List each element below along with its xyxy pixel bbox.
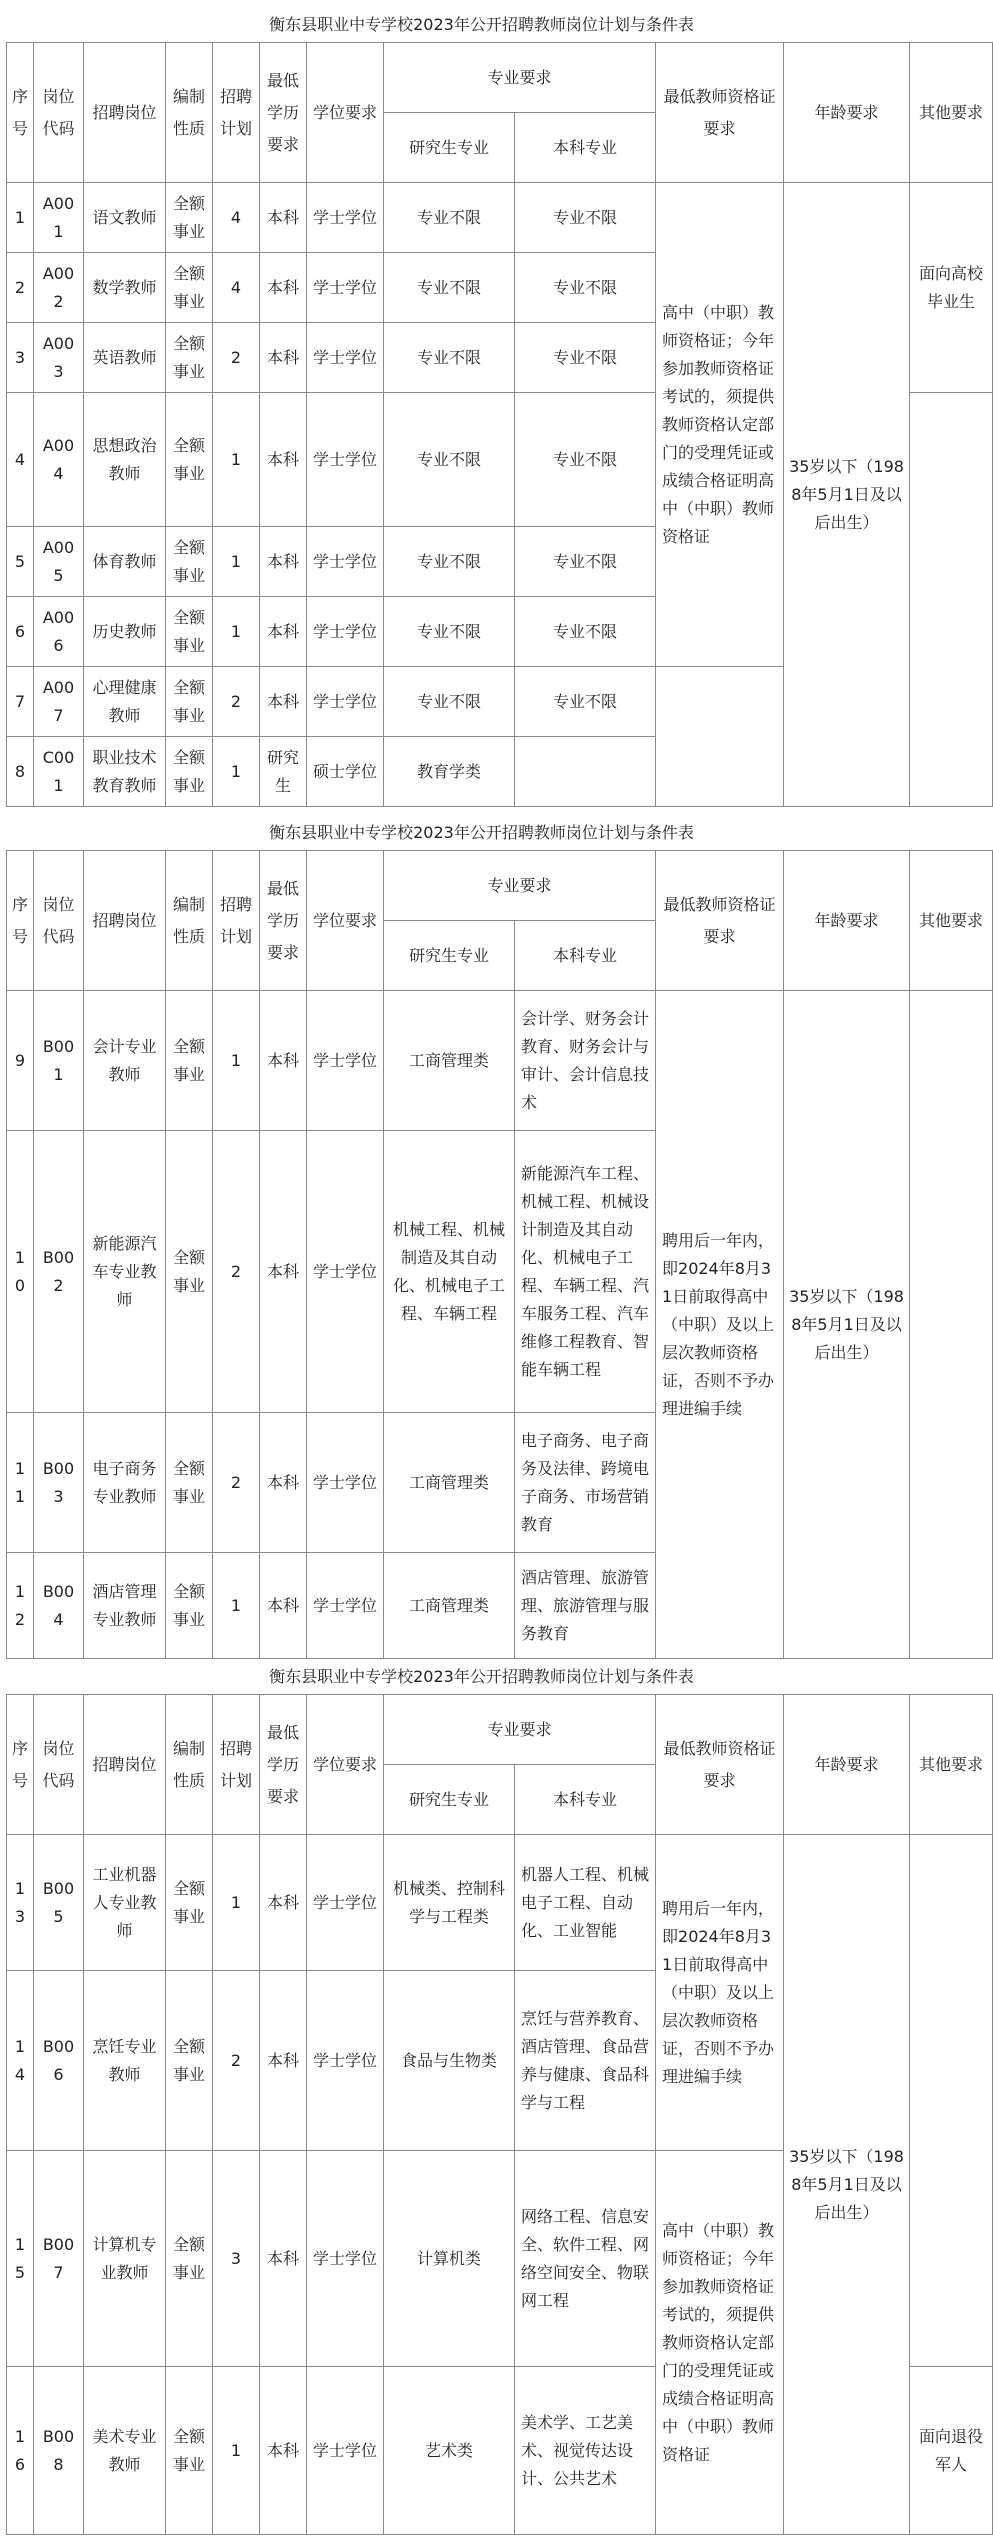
header-nature: 编制性质 <box>166 1695 213 1835</box>
cell-grad-major: 艺术类 <box>384 2367 515 2535</box>
cell-degree: 学士学位 <box>307 2367 384 2535</box>
cell-plan: 1 <box>213 737 260 807</box>
header-cert: 最低教师资格证要求 <box>656 1695 784 1835</box>
cell-degree: 学士学位 <box>307 1835 384 1971</box>
header-code: 岗位代码 <box>34 43 84 183</box>
cell-degree: 学士学位 <box>307 393 384 527</box>
cell-post: 体育教师 <box>84 527 166 597</box>
cell-code: B006 <box>34 1971 84 2151</box>
cell-plan: 1 <box>213 1835 260 1971</box>
header-cert: 最低教师资格证要求 <box>656 851 784 991</box>
header-plan: 招聘计划 <box>213 43 260 183</box>
cell-nature: 全额事业 <box>166 1553 213 1659</box>
cell-degree: 学士学位 <box>307 991 384 1131</box>
header-nature: 编制性质 <box>166 851 213 991</box>
cell-grad-major: 计算机类 <box>384 2151 515 2367</box>
cell-grad-major: 食品与生物类 <box>384 1971 515 2151</box>
header-edu: 最低学历要求 <box>260 43 307 183</box>
cell-post: 电子商务专业教师 <box>84 1413 166 1553</box>
header-grad-major: 研究生专业 <box>384 921 515 991</box>
section-title-3: 衡东县职业中专学校2023年公开招聘教师岗位计划与条件表 <box>269 1667 694 1686</box>
cell-edu: 本科 <box>260 2367 307 2535</box>
cell-other-empty <box>910 991 993 1659</box>
header-post: 招聘岗位 <box>84 1695 166 1835</box>
cell-ug-major: 烹饪与营养教育、酒店管理、食品营养与健康、食品科学与工程 <box>515 1971 656 2151</box>
header-nature: 编制性质 <box>166 43 213 183</box>
cell-edu: 本科 <box>260 1553 307 1659</box>
cell-nature: 全额事业 <box>166 597 213 667</box>
cell-nature: 全额事业 <box>166 2151 213 2367</box>
cell-plan: 2 <box>213 1131 260 1413</box>
cell-ug-major: 专业不限 <box>515 667 656 737</box>
cell-seq: 8 <box>7 737 34 807</box>
cell-edu: 本科 <box>260 1971 307 2151</box>
header-age: 年龄要求 <box>784 851 910 991</box>
cell-cert-empty <box>656 667 784 807</box>
header-seq: 序号 <box>7 1695 34 1835</box>
cell-plan: 4 <box>213 183 260 253</box>
cell-code: A001 <box>34 183 84 253</box>
cell-post: 美术专业教师 <box>84 2367 166 2535</box>
cell-ug-major: 新能源汽车工程、机械工程、机械设计制造及其自动化、机械电子工程、车辆工程、汽车服务工程、汽车维修工程教育、智能车辆工程 <box>515 1131 656 1413</box>
cell-post: 英语教师 <box>84 323 166 393</box>
header-other: 其他要求 <box>910 43 993 183</box>
cell-ug-major: 专业不限 <box>515 597 656 667</box>
cell-seq: 14 <box>7 1971 34 2151</box>
cell-code: A005 <box>34 527 84 597</box>
cell-grad-major: 教育学类 <box>384 737 515 807</box>
cell-grad-major: 专业不限 <box>384 393 515 527</box>
header-major: 专业要求 <box>384 43 656 113</box>
cell-edu: 本科 <box>260 991 307 1131</box>
cell-seq: 4 <box>7 393 34 527</box>
cell-post: 计算机专业教师 <box>84 2151 166 2367</box>
cell-edu: 本科 <box>260 253 307 323</box>
cell-post: 职业技术教育教师 <box>84 737 166 807</box>
cell-ug-major: 专业不限 <box>515 527 656 597</box>
cell-seq: 16 <box>7 2367 34 2535</box>
cell-seq: 13 <box>7 1835 34 1971</box>
cell-nature: 全额事业 <box>166 527 213 597</box>
cell-other-empty <box>910 393 993 807</box>
cell-grad-major: 专业不限 <box>384 323 515 393</box>
cell-plan: 1 <box>213 597 260 667</box>
cell-grad-major: 专业不限 <box>384 667 515 737</box>
cell-seq: 2 <box>7 253 34 323</box>
cell-ug-major: 网络工程、信息安全、软件工程、网络空间安全、物联网工程 <box>515 2151 656 2367</box>
cell-degree: 学士学位 <box>307 183 384 253</box>
header-major: 专业要求 <box>384 1695 656 1765</box>
cell-post: 心理健康教师 <box>84 667 166 737</box>
cell-plan: 3 <box>213 2151 260 2367</box>
cell-edu: 本科 <box>260 1413 307 1553</box>
cell-grad-major: 专业不限 <box>384 527 515 597</box>
section-title-2: 衡东县职业中专学校2023年公开招聘教师岗位计划与条件表 <box>269 823 694 842</box>
cell-plan: 1 <box>213 991 260 1131</box>
cell-other: 面向退役军人 <box>910 2367 993 2535</box>
job-table-3 <box>6 1694 993 2535</box>
cell-code: C001 <box>34 737 84 807</box>
cell-seq: 10 <box>7 1131 34 1413</box>
cell-degree: 学士学位 <box>307 1971 384 2151</box>
cell-ug-major: 专业不限 <box>515 253 656 323</box>
header-grad-major: 研究生专业 <box>384 113 515 183</box>
cell-ug-major: 电子商务、电子商务及法律、跨境电子商务、市场营销教育 <box>515 1413 656 1553</box>
cell-degree: 学士学位 <box>307 1553 384 1659</box>
cell-grad-major: 机械工程、机械制造及其自动化、机械电子工程、车辆工程 <box>384 1131 515 1413</box>
cell-plan: 2 <box>213 667 260 737</box>
cell-nature: 全额事业 <box>166 737 213 807</box>
cell-cert-merged: 聘用后一年内，即2024年8月31日前取得高中（中职）及以上层次教师资格证，否则不予办理进编手续 <box>656 1835 784 2151</box>
cell-nature: 全额事业 <box>166 323 213 393</box>
cell-degree: 学士学位 <box>307 1131 384 1413</box>
cell-seq: 6 <box>7 597 34 667</box>
cell-post: 会计专业教师 <box>84 991 166 1131</box>
header-seq: 序号 <box>7 851 34 991</box>
cell-code: B001 <box>34 991 84 1131</box>
cell-grad-major: 机械类、控制科学与工程类 <box>384 1835 515 1971</box>
cell-code: A006 <box>34 597 84 667</box>
cell-seq: 15 <box>7 2151 34 2367</box>
cell-ug-major: 专业不限 <box>515 393 656 527</box>
cell-cert-merged: 聘用后一年内，即2024年8月31日前取得高中（中职）及以上层次教师资格证，否则不予办理进编手续 <box>656 991 784 1659</box>
cell-post: 烹饪专业教师 <box>84 1971 166 2151</box>
cell-seq: 3 <box>7 323 34 393</box>
header-plan: 招聘计划 <box>213 851 260 991</box>
cell-age-merged: 35岁以下（1988年5月1日及以后出生） <box>784 1835 910 2535</box>
cell-degree: 学士学位 <box>307 253 384 323</box>
table-row <box>7 991 993 1131</box>
cell-code: B008 <box>34 2367 84 2535</box>
cell-plan: 1 <box>213 527 260 597</box>
cell-post: 思想政治教师 <box>84 393 166 527</box>
cell-degree: 学士学位 <box>307 1413 384 1553</box>
cell-nature: 全额事业 <box>166 2367 213 2535</box>
cell-nature: 全额事业 <box>166 1413 213 1553</box>
cell-plan: 2 <box>213 1971 260 2151</box>
cell-degree: 学士学位 <box>307 597 384 667</box>
header-post: 招聘岗位 <box>84 851 166 991</box>
cell-plan: 2 <box>213 1413 260 1553</box>
cell-post: 工业机器人专业教师 <box>84 1835 166 1971</box>
header-code: 岗位代码 <box>34 1695 84 1835</box>
section-title-1: 衡东县职业中专学校2023年公开招聘教师岗位计划与条件表 <box>269 15 694 34</box>
cell-ug-major: 专业不限 <box>515 323 656 393</box>
cell-cert-merged: 高中（中职）教师资格证；今年参加教师资格证考试的，须提供教师资格认定部门的受理凭证或成绩合格证明高中（中职）教师资格证 <box>656 183 784 667</box>
cell-post: 历史教师 <box>84 597 166 667</box>
cell-seq: 9 <box>7 991 34 1131</box>
cell-nature: 全额事业 <box>166 1131 213 1413</box>
table-row <box>7 1835 993 1971</box>
cell-age-merged: 35岁以下（1988年5月1日及以后出生） <box>784 183 910 807</box>
cell-seq: 11 <box>7 1413 34 1553</box>
cell-plan: 1 <box>213 393 260 527</box>
header-grad-major: 研究生专业 <box>384 1765 515 1835</box>
cell-plan: 1 <box>213 1553 260 1659</box>
cell-code: B002 <box>34 1131 84 1413</box>
cell-edu: 本科 <box>260 667 307 737</box>
cell-plan: 2 <box>213 323 260 393</box>
cell-edu: 研究生 <box>260 737 307 807</box>
cell-code: A004 <box>34 393 84 527</box>
cell-degree: 学士学位 <box>307 667 384 737</box>
cell-plan: 1 <box>213 2367 260 2535</box>
cell-post: 酒店管理专业教师 <box>84 1553 166 1659</box>
header-edu: 最低学历要求 <box>260 851 307 991</box>
cell-code: B005 <box>34 1835 84 1971</box>
header-age: 年龄要求 <box>784 1695 910 1835</box>
cell-seq: 1 <box>7 183 34 253</box>
cell-code: B004 <box>34 1553 84 1659</box>
cell-code: B003 <box>34 1413 84 1553</box>
header-seq: 序号 <box>7 43 34 183</box>
cell-edu: 本科 <box>260 183 307 253</box>
cell-other-merged: 面向高校毕业生 <box>910 183 993 393</box>
cell-other-empty <box>910 1835 993 2367</box>
cell-nature: 全额事业 <box>166 1971 213 2151</box>
cell-edu: 本科 <box>260 323 307 393</box>
cell-edu: 本科 <box>260 1835 307 1971</box>
cell-nature: 全额事业 <box>166 393 213 527</box>
header-edu: 最低学历要求 <box>260 1695 307 1835</box>
cell-grad-major: 工商管理类 <box>384 991 515 1131</box>
cell-cert-merged: 高中（中职）教师资格证；今年参加教师资格证考试的，须提供教师资格认定部门的受理凭证或成绩合格证明高中（中职）教师资格证 <box>656 2151 784 2535</box>
cell-degree: 学士学位 <box>307 2151 384 2367</box>
cell-post: 新能源汽车专业教师 <box>84 1131 166 1413</box>
table-row <box>7 183 993 253</box>
cell-edu: 本科 <box>260 1131 307 1413</box>
cell-ug-major: 专业不限 <box>515 183 656 253</box>
cell-edu: 本科 <box>260 597 307 667</box>
cell-ug-major: 会计学、财务会计教育、财务会计与审计、会计信息技术 <box>515 991 656 1131</box>
cell-grad-major: 专业不限 <box>384 253 515 323</box>
header-cert: 最低教师资格证要求 <box>656 43 784 183</box>
header-post: 招聘岗位 <box>84 43 166 183</box>
cell-ug-major: 机器人工程、机械电子工程、自动化、工业智能 <box>515 1835 656 1971</box>
cell-degree: 学士学位 <box>307 323 384 393</box>
header-major: 专业要求 <box>384 851 656 921</box>
job-table-2 <box>6 850 993 1659</box>
cell-code: A002 <box>34 253 84 323</box>
header-plan: 招聘计划 <box>213 1695 260 1835</box>
cell-code: A007 <box>34 667 84 737</box>
header-other: 其他要求 <box>910 1695 993 1835</box>
header-code: 岗位代码 <box>34 851 84 991</box>
header-ug-major: 本科专业 <box>515 1765 656 1835</box>
cell-ug-major: 美术学、工艺美术、视觉传达设计、公共艺术 <box>515 2367 656 2535</box>
header-other: 其他要求 <box>910 851 993 991</box>
header-degree: 学位要求 <box>307 1695 384 1835</box>
cell-grad-major: 工商管理类 <box>384 1553 515 1659</box>
cell-code: B007 <box>34 2151 84 2367</box>
cell-nature: 全额事业 <box>166 253 213 323</box>
header-ug-major: 本科专业 <box>515 921 656 991</box>
cell-edu: 本科 <box>260 527 307 597</box>
job-table-1 <box>6 42 993 807</box>
cell-nature: 全额事业 <box>166 991 213 1131</box>
cell-post: 语文教师 <box>84 183 166 253</box>
header-ug-major: 本科专业 <box>515 113 656 183</box>
header-degree: 学位要求 <box>307 43 384 183</box>
cell-plan: 4 <box>213 253 260 323</box>
header-degree: 学位要求 <box>307 851 384 991</box>
cell-seq: 5 <box>7 527 34 597</box>
cell-seq: 7 <box>7 667 34 737</box>
cell-nature: 全额事业 <box>166 1835 213 1971</box>
cell-nature: 全额事业 <box>166 183 213 253</box>
cell-seq: 12 <box>7 1553 34 1659</box>
cell-edu: 本科 <box>260 393 307 527</box>
cell-grad-major: 专业不限 <box>384 597 515 667</box>
cell-code: A003 <box>34 323 84 393</box>
cell-ug-major <box>515 737 656 807</box>
cell-age-merged: 35岁以下（1988年5月1日及以后出生） <box>784 991 910 1659</box>
cell-ug-major: 酒店管理、旅游管理、旅游管理与服务教育 <box>515 1553 656 1659</box>
cell-degree: 硕士学位 <box>307 737 384 807</box>
cell-grad-major: 工商管理类 <box>384 1413 515 1553</box>
cell-degree: 学士学位 <box>307 527 384 597</box>
cell-post: 数学教师 <box>84 253 166 323</box>
cell-edu: 本科 <box>260 2151 307 2367</box>
cell-nature: 全额事业 <box>166 667 213 737</box>
cell-grad-major: 专业不限 <box>384 183 515 253</box>
header-age: 年龄要求 <box>784 43 910 183</box>
